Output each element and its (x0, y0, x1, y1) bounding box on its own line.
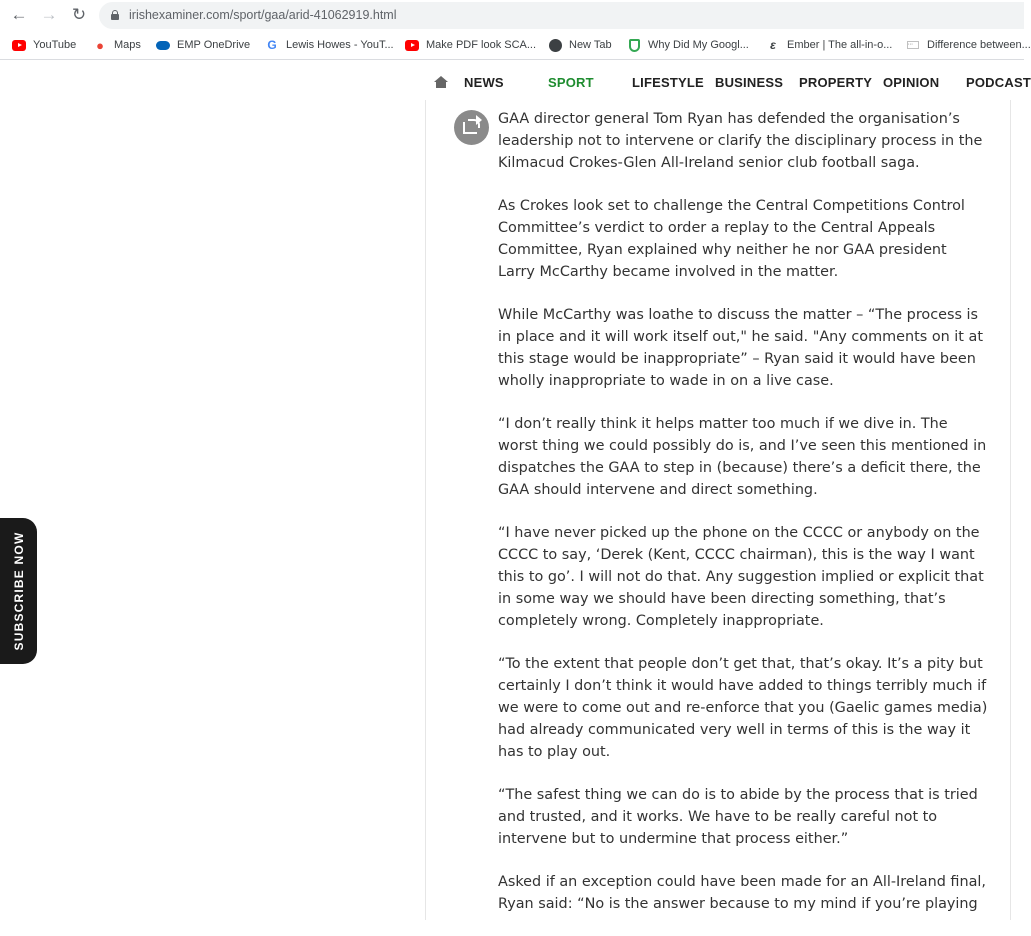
article-paragraph: While McCarthy was loathe to discuss the matter – “The process is in place and it will work itself out," he said. "Any comments on it at this stage would be inappropriate” – Ryan said it would have been wholly inappropriate to wade in on a live case. (498, 307, 983, 389)
share-icon[interactable] (454, 110, 489, 145)
back-arrow-icon[interactable]: ← (10, 5, 28, 24)
page-icon: ··· (906, 38, 920, 52)
subscribe-label: SUBSCRIBE NOW (11, 531, 26, 651)
shield-icon (627, 38, 641, 52)
reload-icon[interactable]: ↻ (71, 5, 87, 24)
youtube-icon (405, 38, 419, 52)
chrome-divider (0, 59, 1024, 60)
bookmark-new-tab[interactable] (548, 36, 612, 54)
bookmark-lewis-howes[interactable] (265, 36, 394, 54)
subscribe-now-button[interactable] (0, 518, 37, 664)
site-nav (426, 66, 1031, 100)
article-paragraph: “The safest thing we can do is to abide by the process that is tried and trusted, and it works. We have to be really careful not to intervene but to undermine that process either.” (498, 787, 978, 847)
article-paragraph: Asked if an exception could have been made for an All-Ireland final, Ryan said: “No is the answer because to my mind if you’re playing (498, 874, 986, 912)
nav-sport[interactable]: SPORT (548, 75, 594, 90)
onedrive-icon (156, 38, 170, 52)
url-text[interactable]: irishexaminer.com/sport/gaa/arid-41062919.html (129, 8, 397, 22)
maps-icon: ● (96, 37, 104, 53)
nav-lifestyle[interactable]: LIFESTYLE (632, 75, 704, 90)
bookmark-label: Difference between... (927, 39, 1031, 51)
bookmark-label: Lewis Howes - YouT... (286, 39, 394, 51)
bookmark-why-did-my-google[interactable] (627, 36, 749, 54)
bookmark-label: EMP OneDrive (177, 39, 251, 51)
ember-icon: ε (770, 38, 776, 52)
article-paragraph: “I don’t really think it helps matter too much if we dive in. The worst thing we could possibly do is, and I’ve seen this mentioned in dispatches the GAA to step in (because) there’s a deficit there, the GAA should intervene and direct something. (498, 416, 987, 498)
article-paragraph: “To the extent that people don’t get that, that’s okay. It’s a pity but certainly I don’t think it would have added to things terribly much if we were to come out and re-enforce that you (Gaelic games media) had already communicated very well in terms of this is the way it has to play out. (498, 656, 988, 760)
bookmark-onedrive[interactable] (156, 36, 250, 54)
nav-podcast[interactable]: PODCAST (966, 75, 1031, 90)
bookmark-make-pdf[interactable] (405, 36, 536, 54)
bookmark-ember[interactable] (766, 36, 892, 54)
bookmark-label: Ember | The all-in-o... (787, 39, 893, 51)
bookmark-label: Make PDF look SCA... (426, 39, 537, 51)
article-paragraph: GAA director general Tom Ryan has defended the organisation’s leadership not to intervene or clarify the disciplinary process in the Kilmacud Crokes-Glen All-Ireland senior club football saga. (498, 111, 983, 171)
lock-icon[interactable] (111, 10, 119, 20)
bookmark-label: Maps (114, 39, 141, 51)
youtube-icon (12, 38, 26, 52)
nav-opinion[interactable]: OPINION (883, 75, 940, 90)
google-icon: G (267, 38, 277, 52)
nav-business[interactable]: BUSINESS (715, 75, 784, 90)
bookmark-label: New Tab (569, 39, 612, 51)
bookmark-label: YouTube (33, 39, 77, 51)
article-body (498, 108, 988, 936)
bookmark-maps[interactable] (93, 36, 141, 54)
forward-arrow-icon[interactable]: → (40, 5, 58, 24)
browser-toolbar (0, 0, 1024, 31)
bookmark-youtube[interactable] (12, 36, 76, 54)
globe-icon (548, 38, 562, 52)
home-icon[interactable] (434, 76, 448, 89)
bookmarks-bar (0, 33, 1031, 57)
address-bar[interactable] (99, 2, 1024, 29)
nav-news[interactable]: NEWS (464, 75, 504, 90)
article-paragraph: As Crokes look set to challenge the Central Competitions Control Committee’s verdict to order a replay to the Central Appeals Committee, Ryan explained why neither he nor GAA president Larry McCarthy became involved in the matter. (498, 198, 965, 280)
bookmark-label: Why Did My Googl... (648, 39, 749, 51)
article-paragraph: “I have never picked up the phone on the CCCC or anybody on the CCCC to say, ‘Derek (Kent, CCCC chairman), this is the way I want this to go’. I will not do that. Any suggestion implied or explicit that in some way we should have been directing something, that’s completely wrong. Completely inappropriate. (498, 525, 984, 629)
bookmark-difference-between[interactable] (906, 36, 1031, 54)
nav-property[interactable]: PROPERTY (799, 75, 873, 90)
